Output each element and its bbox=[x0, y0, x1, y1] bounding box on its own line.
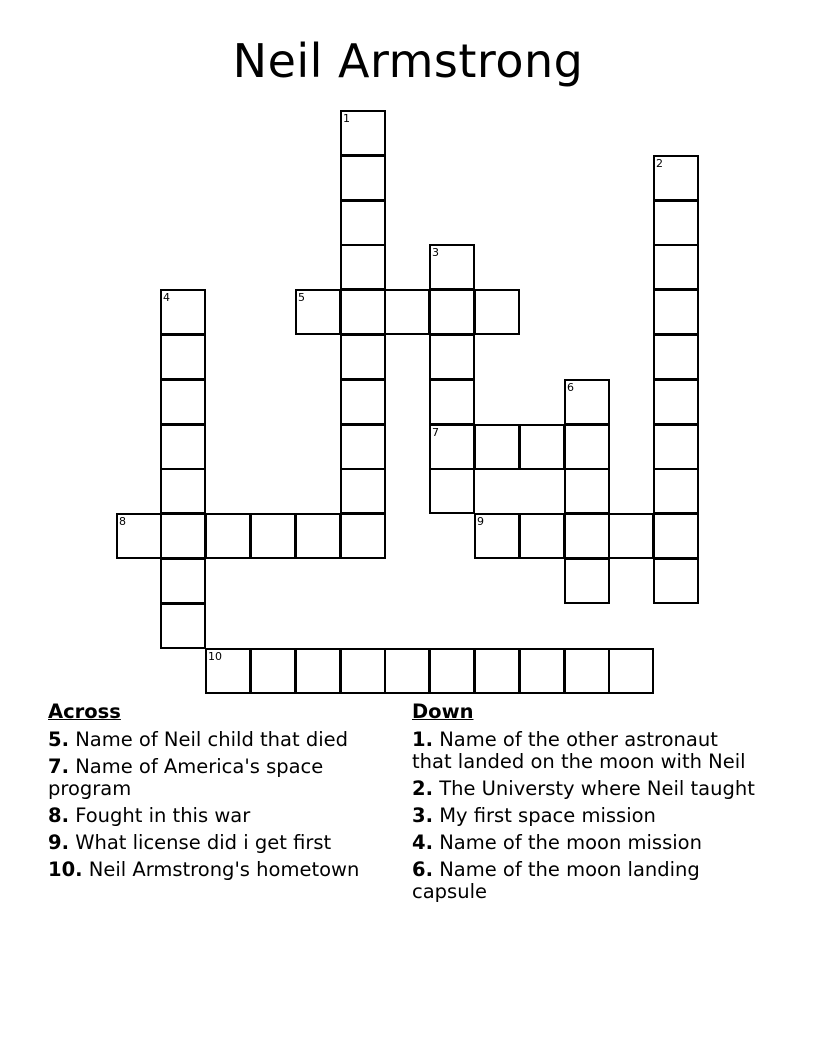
clue-number: 9. bbox=[48, 831, 69, 854]
clue-text: My first space mission bbox=[439, 804, 656, 827]
clue-number: 3. bbox=[412, 804, 433, 827]
grid-cell[interactable] bbox=[295, 289, 341, 335]
grid-cell[interactable] bbox=[250, 648, 296, 694]
grid-cell[interactable] bbox=[608, 513, 654, 559]
grid-cell[interactable] bbox=[116, 513, 162, 559]
grid-cell[interactable] bbox=[429, 648, 475, 694]
across-heading: Across bbox=[48, 700, 121, 723]
grid-cell[interactable] bbox=[160, 603, 206, 649]
clue-across-9 bbox=[48, 832, 388, 854]
grid-cell[interactable] bbox=[340, 424, 386, 470]
cell-number: 1 bbox=[343, 112, 350, 125]
grid-cell[interactable] bbox=[564, 424, 610, 470]
clue-text: What license did i get first bbox=[75, 831, 332, 854]
grid-cell[interactable] bbox=[564, 379, 610, 425]
grid-cell[interactable] bbox=[653, 244, 699, 290]
cell-number: 9 bbox=[477, 515, 484, 528]
grid-cell[interactable] bbox=[519, 648, 565, 694]
grid-cell[interactable] bbox=[429, 334, 475, 380]
grid-cell[interactable] bbox=[340, 468, 386, 514]
grid-cell[interactable] bbox=[429, 424, 475, 470]
grid-cell[interactable] bbox=[205, 513, 251, 559]
grid-cell[interactable] bbox=[340, 648, 386, 694]
clue-text: Name of the other astronaut that landed on the moon with Neil bbox=[412, 728, 746, 773]
cell-number: 3 bbox=[432, 246, 439, 259]
grid-cell[interactable] bbox=[653, 155, 699, 201]
grid-cell[interactable] bbox=[384, 289, 430, 335]
grid-cell[interactable] bbox=[653, 424, 699, 470]
grid-cell[interactable] bbox=[429, 379, 475, 425]
clue-text: Neil Armstrong's hometown bbox=[88, 858, 360, 881]
clue-text: Fought in this war bbox=[75, 804, 251, 827]
grid-cell[interactable] bbox=[160, 424, 206, 470]
clue-text: Name of America's space program bbox=[48, 755, 324, 800]
across-clues bbox=[48, 701, 388, 886]
down-clues bbox=[412, 701, 762, 908]
grid-cell[interactable] bbox=[429, 244, 475, 290]
grid-cell[interactable] bbox=[653, 513, 699, 559]
grid-cell[interactable] bbox=[160, 468, 206, 514]
grid-cell[interactable] bbox=[564, 468, 610, 514]
clue-down-4 bbox=[412, 832, 762, 854]
grid-cell[interactable] bbox=[429, 289, 475, 335]
grid-cell[interactable] bbox=[340, 244, 386, 290]
grid-cell[interactable] bbox=[340, 155, 386, 201]
clue-number: 10. bbox=[48, 858, 83, 881]
grid-cell[interactable] bbox=[653, 468, 699, 514]
clue-text: Name of the moon landing capsule bbox=[412, 858, 700, 903]
grid-cell[interactable] bbox=[384, 648, 430, 694]
cell-number: 6 bbox=[567, 381, 574, 394]
clue-down-1 bbox=[412, 729, 762, 773]
grid-cell[interactable] bbox=[340, 289, 386, 335]
grid-cell[interactable] bbox=[160, 289, 206, 335]
cell-number: 8 bbox=[119, 515, 126, 528]
clue-number: 6. bbox=[412, 858, 433, 881]
grid-cell[interactable] bbox=[340, 334, 386, 380]
clue-down-2 bbox=[412, 778, 762, 800]
clue-text: The Universty where Neil taught bbox=[439, 777, 755, 800]
grid-cell[interactable] bbox=[160, 379, 206, 425]
grid-cell[interactable] bbox=[160, 513, 206, 559]
cell-number: 10 bbox=[208, 650, 222, 663]
grid-cell[interactable] bbox=[564, 648, 610, 694]
cell-number: 5 bbox=[298, 291, 305, 304]
clue-down-6 bbox=[412, 859, 762, 903]
grid-cell[interactable] bbox=[340, 200, 386, 246]
grid-cell[interactable] bbox=[340, 513, 386, 559]
cell-number: 7 bbox=[432, 426, 439, 439]
grid-cell[interactable] bbox=[160, 558, 206, 604]
grid-cell[interactable] bbox=[250, 513, 296, 559]
grid-cell[interactable] bbox=[474, 289, 520, 335]
clue-down-3 bbox=[412, 805, 762, 827]
clue-number: 7. bbox=[48, 755, 69, 778]
grid-cell[interactable] bbox=[653, 200, 699, 246]
grid-cell[interactable] bbox=[653, 379, 699, 425]
clue-number: 4. bbox=[412, 831, 433, 854]
grid-cell[interactable] bbox=[474, 513, 520, 559]
grid-cell[interactable] bbox=[295, 648, 341, 694]
clue-across-7 bbox=[48, 756, 388, 800]
grid-cell[interactable] bbox=[474, 648, 520, 694]
cell-number: 2 bbox=[656, 157, 663, 170]
grid-cell[interactable] bbox=[295, 513, 341, 559]
clue-text: Name of the moon mission bbox=[439, 831, 702, 854]
clue-number: 1. bbox=[412, 728, 433, 751]
down-heading: Down bbox=[412, 700, 474, 723]
grid-cell[interactable] bbox=[474, 424, 520, 470]
grid-cell[interactable] bbox=[653, 558, 699, 604]
clue-number: 5. bbox=[48, 728, 69, 751]
clue-number: 8. bbox=[48, 804, 69, 827]
grid-cell[interactable] bbox=[429, 468, 475, 514]
cell-number: 4 bbox=[163, 291, 170, 304]
page-title: Neil Armstrong bbox=[232, 34, 584, 88]
grid-cell[interactable] bbox=[653, 289, 699, 335]
clue-across-8 bbox=[48, 805, 388, 827]
grid-cell[interactable] bbox=[519, 424, 565, 470]
grid-cell[interactable] bbox=[564, 513, 610, 559]
clue-text: Name of Neil child that died bbox=[75, 728, 348, 751]
grid-cell[interactable] bbox=[160, 334, 206, 380]
grid-cell[interactable] bbox=[205, 648, 251, 694]
grid-cell[interactable] bbox=[519, 513, 565, 559]
clue-across-10 bbox=[48, 859, 388, 881]
grid-cell[interactable] bbox=[340, 379, 386, 425]
grid-cell[interactable] bbox=[564, 558, 610, 604]
grid-cell[interactable] bbox=[653, 334, 699, 380]
grid-cell[interactable] bbox=[340, 110, 386, 156]
clue-across-5 bbox=[48, 729, 388, 751]
clue-number: 2. bbox=[412, 777, 433, 800]
grid-cell[interactable] bbox=[608, 648, 654, 694]
